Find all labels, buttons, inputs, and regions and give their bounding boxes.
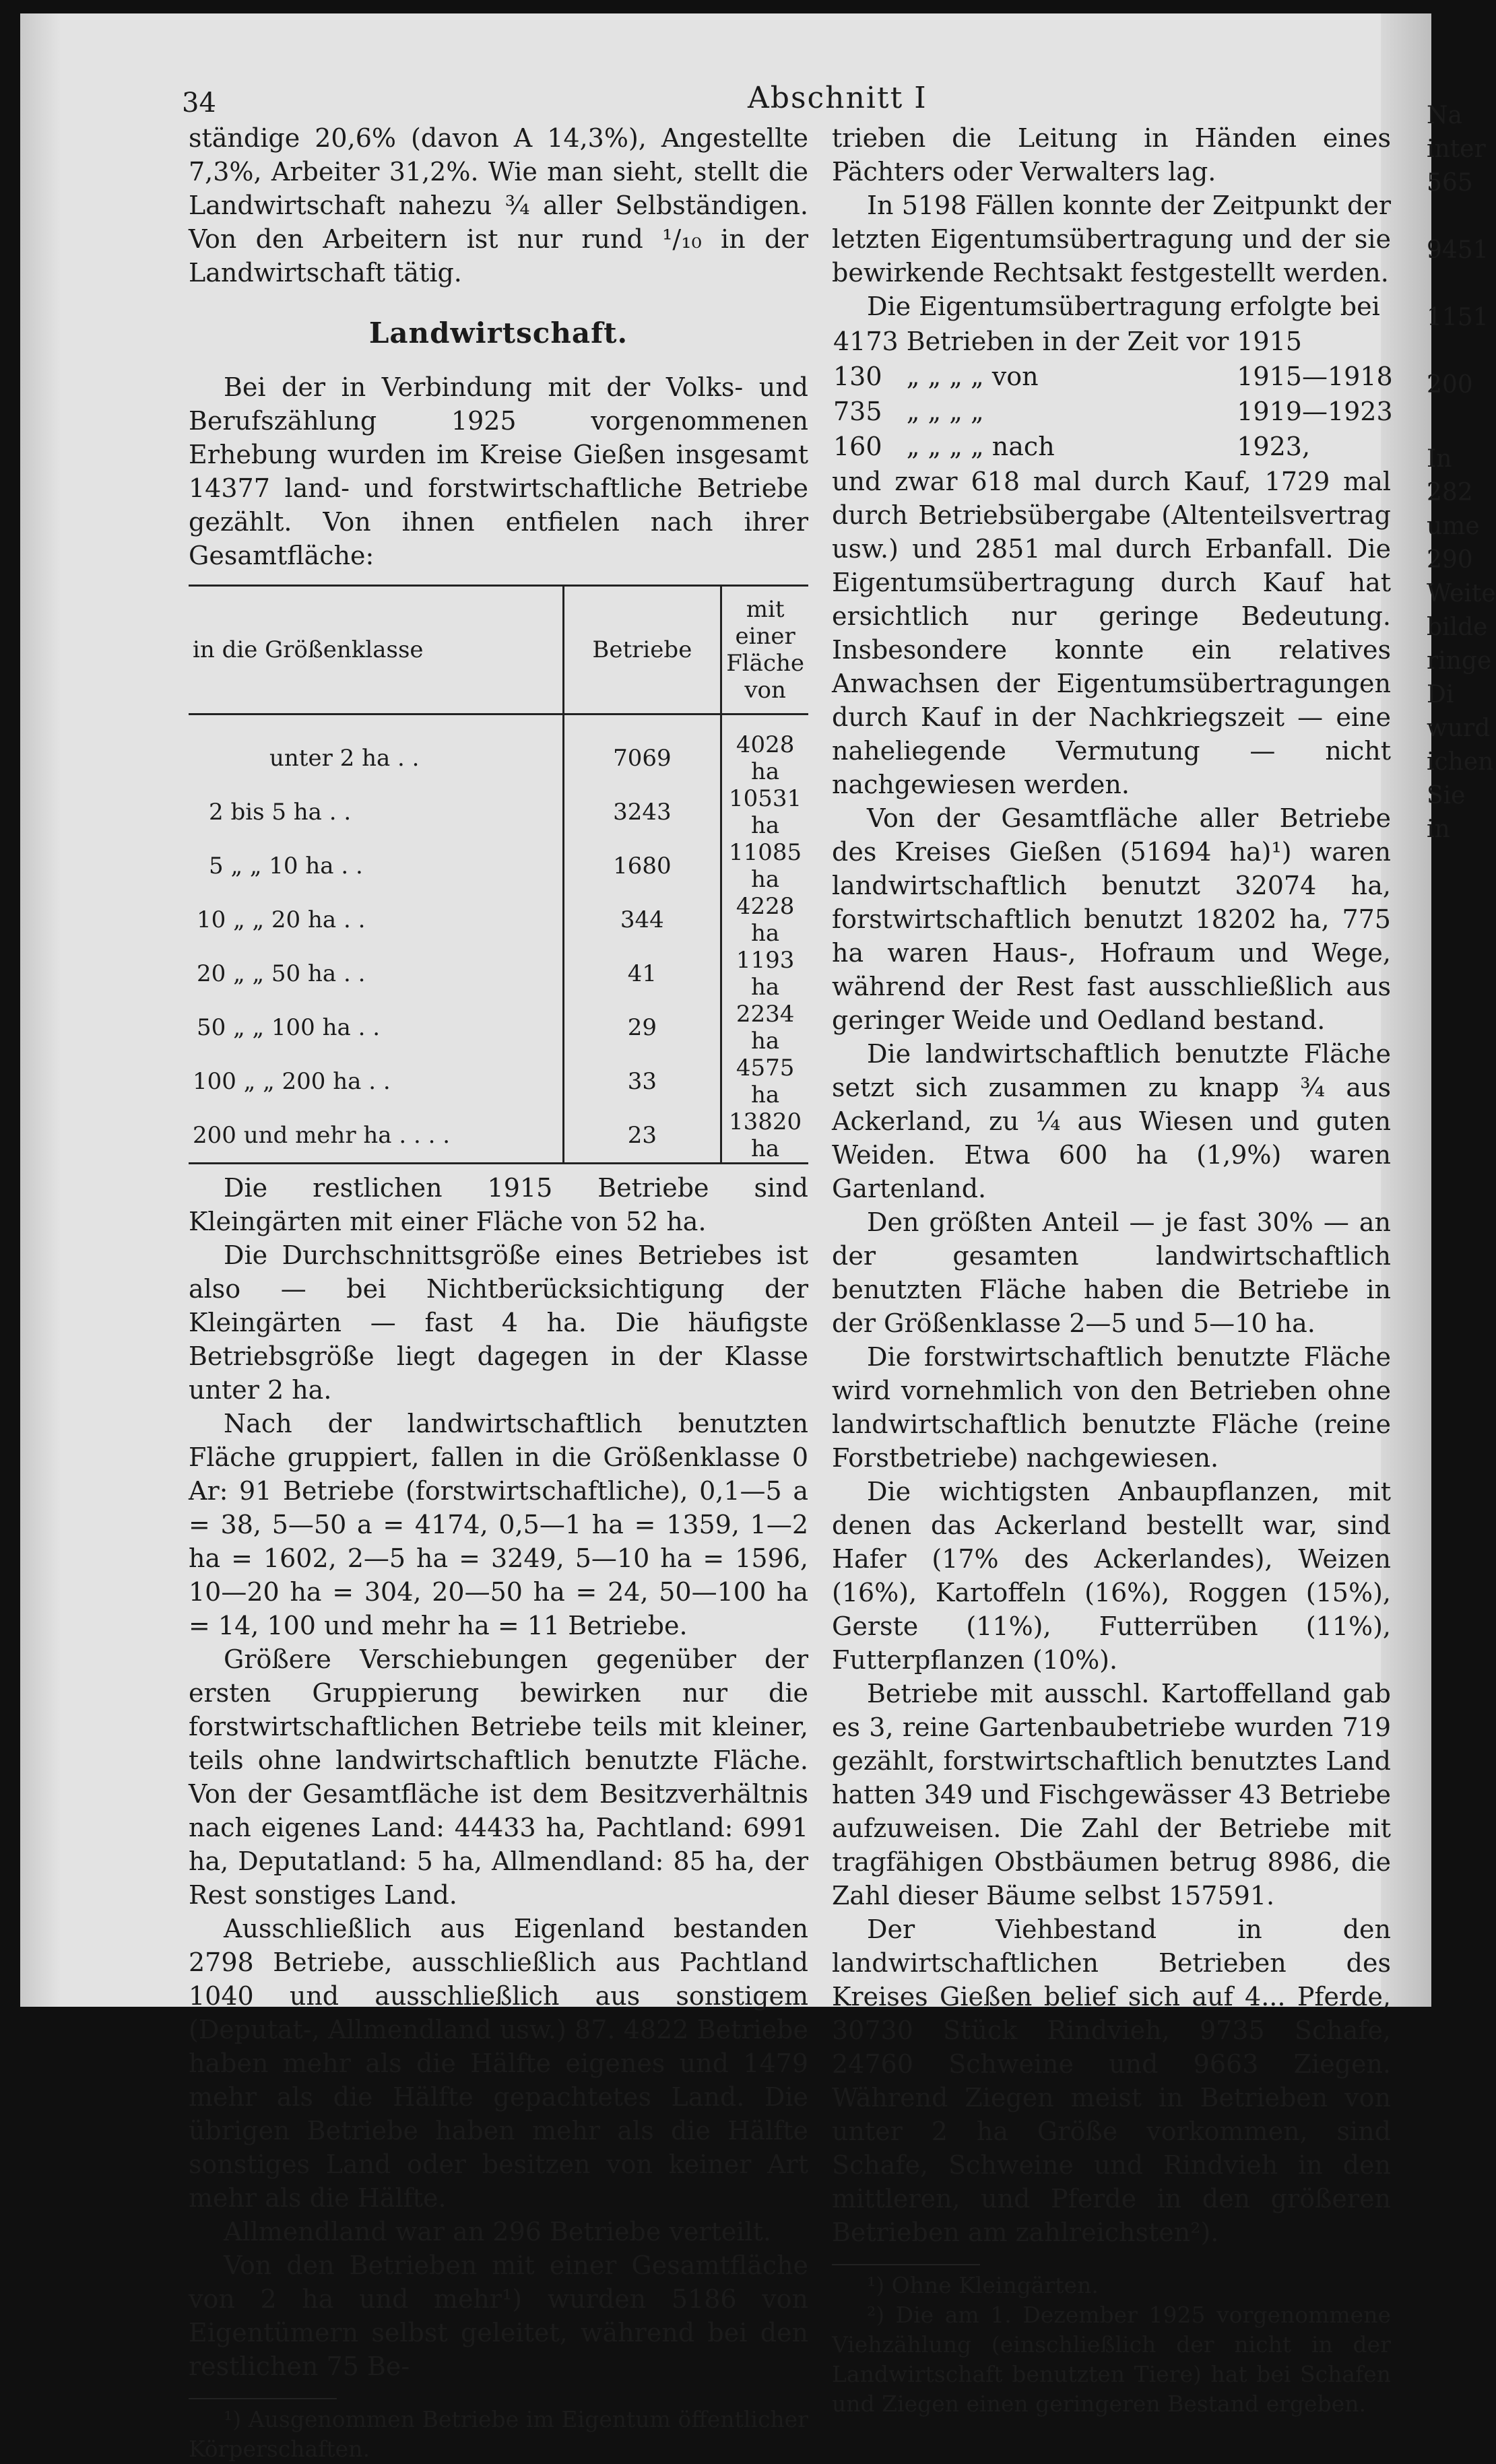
transfer-row xyxy=(833,360,1400,393)
area: 11085 ha xyxy=(729,839,802,893)
footnote-rule xyxy=(832,2264,980,2265)
transfer-row xyxy=(833,325,1400,358)
paragraph: Betriebe mit ausschl. Kartoffelland gab es 3, reine Gartenbaubetriebe wurden 719 gezählt, forstwirtschaftlich benutztes Land hatten 349 und Fischgewässer 43 Betriebe aufzuweisen. Die Zahl der Betriebe mit tragfähigen Obstbäumen betrug 8986, die Zahl dieser Bäume selbst 157591. xyxy=(832,1679,1392,1910)
transfer-count: 735 xyxy=(833,397,882,426)
cut-edge-text: In xyxy=(1427,445,1452,473)
paragraph: Die Durchschnittsgröße eines Betriebes ist also — bei Nichtberücksichtigung der Kleingärten — fast 4 ha. Die häufigste Betriebsgröße liegt dagegen in der Klasse unter 2 ha. xyxy=(189,1240,808,1405)
transfer-count: 160 xyxy=(833,432,882,461)
table-row xyxy=(189,893,808,947)
transfer-count: 130 xyxy=(833,362,882,391)
cut-edge-text: bilde xyxy=(1427,613,1488,641)
paragraph: und zwar 618 mal durch Kauf, 1729 mal durch Betriebsübergabe (Altenteilsvertrag usw.) und 2851 mal durch Erbanfall. Die Eigentumsübertragung durch Kauf hat ersichtlich nur geringe Bedeutung. Insbesondere konnte ein relatives Anwachsen der Eigentumsübertragungen durch Kauf in der Nachkriegszeit — eine naheliegende Vermutung — nicht nachgewiesen werden. xyxy=(832,467,1391,799)
paragraph: Den größten Anteil — je fast 30% — an der gesamten landwirtschaftlich benutzten Fläche haben die Betriebe in der Größenklasse 2—5 und 5—10 ha. xyxy=(832,1207,1391,1338)
footnote-rule xyxy=(189,2398,337,2399)
area: 13820 ha xyxy=(721,1108,808,1164)
table-header-row xyxy=(189,586,808,714)
section-heading: Landwirtschaft. xyxy=(368,317,628,349)
transfer-row xyxy=(833,395,1400,428)
cut-edge-text: 565 xyxy=(1427,169,1473,197)
transfer-periods-table xyxy=(832,323,1401,465)
cut-edge-text: Di xyxy=(1427,681,1454,708)
header-area: mit einer Fläche von xyxy=(721,586,808,714)
area: 2234 ha xyxy=(736,1001,795,1055)
footnote: ¹) Ausgenommen Betriebe im Eigentum öffentlicher Körperschaften. xyxy=(189,2406,808,2462)
paragraph: Die wichtigsten Anbaupflanzen, mit denen das Ackerland bestellt war, sind Hafer (17% des Ackerlandes), Weizen (16%), Kartoffeln (16%), Roggen (15%), Gerste (11%), Futterrüben (11%), Futterpflanzen (10%). xyxy=(832,1477,1391,1675)
paragraph: In 5198 Fällen konnte der Zeitpunkt der letzten Eigentumsübertragung und der sie bewirkende Rechtsakt festgestellt werden. xyxy=(832,191,1391,288)
size-class: 100 „ „ 200 ha . . xyxy=(189,1055,563,1108)
transfer-text: „ „ „ „ nach xyxy=(906,432,1055,461)
area: 4028 ha xyxy=(736,731,795,785)
left-column xyxy=(189,121,808,2464)
cut-edge-text: 282 xyxy=(1427,479,1473,506)
farm-count: 41 xyxy=(563,947,721,1001)
area: 1193 ha xyxy=(736,947,795,1001)
cut-edge-text: ichen xyxy=(1427,748,1494,776)
cut-edge-text: Sie xyxy=(1427,782,1466,809)
cut-edge-text: in xyxy=(1427,815,1450,843)
right-column xyxy=(832,121,1391,2419)
paragraph: Die restlichen 1915 Betriebe sind Kleingärten mit einer Fläche von 52 ha. xyxy=(189,1173,808,1236)
size-class: unter 2 ha . . xyxy=(189,714,563,786)
header-farms: Betriebe xyxy=(563,586,721,714)
size-class: 10 „ „ 20 ha . . xyxy=(189,893,563,947)
size-class-table xyxy=(189,585,808,1164)
paragraph: Die landwirtschaftlich benutzte Fläche setzt sich zusammen zu knapp ¾ aus Ackerland, zu ¼ aus Wiesen und guten Weiden. Etwa 600 ha (1,9%) waren Gartenland. xyxy=(832,1039,1391,1203)
footnote: ²) Die am 1. Dezember 1925 vorgenommene Viehzählung (einschließlich der nicht in der Landwirtschaft benutzten Tiere) hat bei Schafen und Ziegen einen geringeren Bestand ergeben. xyxy=(832,2302,1391,2417)
cut-edge-text: 9451 xyxy=(1427,236,1489,264)
cut-edge-text: ringe xyxy=(1427,647,1492,675)
cut-edge-text: ume xyxy=(1427,512,1480,540)
farm-count: 29 xyxy=(563,1001,721,1055)
transfer-text: „ „ „ „ xyxy=(906,397,984,426)
cut-edge-text: Weite xyxy=(1427,580,1496,607)
paragraph: Nach der landwirtschaftlich benutzten Fläche gruppiert, fallen in die Größenklasse 0 Ar: 91 Betriebe (forstwirtschaftliche), 0,1—5 a = 38, 5—50 a = 4174, 0,5—1 ha = 1359, 1—2 ha = 1602, 2—5 ha = 3249, 5—10 ha = 1596, 10—20 ha = 304, 20—50 ha = 24, 50—100 ha = 14, 100 und mehr ha = 11 Betriebe. xyxy=(189,1409,808,1640)
paragraph: Bei der in Verbindung mit der Volks- und Berufszählung 1925 vorgenommenen Erhebung wurden im Kreise Gießen insgesamt 14377 land- und forstwirtschaftliche Betriebe gezählt. Von ihnen entfielen nach ihrer Gesamtfläche: xyxy=(189,372,808,570)
book-page xyxy=(20,13,1496,2462)
paragraph: trieben die Leitung in Händen eines Pächters oder Verwalters lag. xyxy=(832,123,1391,187)
cut-edge-text: wurd xyxy=(1427,714,1491,742)
paragraph: Allmendland war an 296 Betriebe verteilt. xyxy=(224,2217,771,2246)
size-class: 50 „ „ 100 ha . . xyxy=(189,1001,563,1055)
footnote: ¹) Ohne Kleingärten. xyxy=(867,2272,1099,2298)
transfer-period: 1919—1923 xyxy=(1237,397,1393,426)
running-head: Abschnitt I xyxy=(748,81,928,115)
transfer-count: 4173 xyxy=(833,327,899,356)
size-class: 2 bis 5 ha . . xyxy=(189,785,563,839)
cut-edge-text: 290 xyxy=(1427,546,1473,574)
transfer-text: Betrieben in der Zeit vor xyxy=(906,327,1229,356)
paragraph: Größere Verschiebungen gegenüber der ersten Gruppierung bewirken nur die forstwirtschaftlichen Betriebe teils mit kleiner, teils ohne landwirtschaftlich benutzte Fläche. Von der Gesamtfläche ist dem Besitzverhältnis nach eigenes Land: 44433 ha, Pachtland: 6991 ha, Deputatland: 5 ha, Allmendland: 85 ha, der Rest sonstiges Land. xyxy=(189,1644,808,1910)
farm-count: 7069 xyxy=(563,714,721,786)
intro-paragraph: ständige 20,6% (davon A 14,3%), Angestellte 7,3%, Arbeiter 31,2%. Wie man sieht, stellt die Landwirtschaft nahezu ¾ aller Selbständigen. Von den Arbeitern ist nur rund ¹/₁₀ in der Landwirtschaft tätig. xyxy=(189,123,808,288)
table-row xyxy=(189,947,808,1001)
table-row xyxy=(189,785,808,839)
paragraph: Von den Betrieben mit einer Gesamtfläche von 2 ha und mehr¹) wurden 5186 von Eigentümern selbst geleitet, während bei den restlichen 75 Be- xyxy=(189,2251,808,2381)
farm-count: 344 xyxy=(563,893,721,947)
area: 4575 ha xyxy=(736,1055,795,1108)
table-row xyxy=(189,1108,808,1164)
paragraph: Ausschließlich aus Eigenland bestanden 2798 Betriebe, ausschließlich aus Pachtland 1040 und ausschließlich aus sonstigem (Deputat-, Allmendland usw.) 87. 4822 Betriebe haben mehr als die Hälfte eigenes und 1479 mehr als die Hälfte gepachtetes Land. Die übrigen Betriebe haben mehr als die Hälfte sonstiges Land oder besitzen von keiner Art mehr als die Hälfte. xyxy=(189,1914,808,2213)
farm-count: 1680 xyxy=(563,839,721,893)
area: 4228 ha xyxy=(736,893,795,947)
cut-edge-text: 1151 xyxy=(1427,304,1489,331)
page-number: 34 xyxy=(182,88,216,119)
transfer-period: 1915 xyxy=(1237,327,1302,356)
farm-count: 3243 xyxy=(563,785,721,839)
size-class: 5 „ „ 10 ha . . xyxy=(189,839,563,893)
area: 10531 ha xyxy=(729,785,802,839)
transfer-text: „ „ „ „ von xyxy=(906,362,1039,391)
table-row xyxy=(189,714,808,786)
size-class: 200 und mehr ha . . . . xyxy=(189,1108,563,1164)
transfer-period: 1915—1918 xyxy=(1237,362,1393,391)
paragraph: Von der Gesamtfläche aller Betriebe des Kreises Gießen (51694 ha)¹) waren landwirtschaftlich benutzt 32074 ha, forstwirtschaftlich benutzt 18202 ha, 775 ha waren Haus-, Hofraum und Wege, während der Rest fast ausschließlich aus geringer Weide und Oedland bestand. xyxy=(832,803,1391,1035)
farm-count: 23 xyxy=(563,1108,721,1164)
paragraph: Der Viehbestand in den landwirtschaftlichen Betrieben des Kreises Gießen belief sich auf 4... Pferde, 30730 Stück Rindvieh, 9735 Schafe, 24760 Schweine und 9663 Ziegen. Während Ziegen meist in Betrieben von unter 2 ha Größe vorkommen, sind Schafe, Schweine und Rindvieh in den mittleren, und Pferde in den größeren Betrieben am zahlreichsten²). xyxy=(832,1914,1391,2247)
farm-count: 33 xyxy=(563,1055,721,1108)
table-row xyxy=(189,839,808,893)
table-row xyxy=(189,1055,808,1108)
transfer-period: 1923, xyxy=(1237,432,1311,461)
paragraph: Die Eigentumsübertragung erfolgte bei xyxy=(867,292,1380,321)
cut-edge-text: Na xyxy=(1427,102,1462,129)
header-size-class: in die Größenklasse xyxy=(189,586,563,714)
table-row xyxy=(189,1001,808,1055)
size-class: 20 „ „ 50 ha . . xyxy=(189,947,563,1001)
paragraph: Die forstwirtschaftlich benutzte Fläche wird vornehmlich von den Betrieben ohne landwirtschaftlich benutzte Fläche (reine Forstbetriebe) nachgewiesen. xyxy=(832,1342,1391,1473)
transfer-row xyxy=(833,430,1400,463)
cut-edge-text: 200 xyxy=(1427,371,1473,399)
cut-edge-text: inter xyxy=(1427,135,1486,163)
